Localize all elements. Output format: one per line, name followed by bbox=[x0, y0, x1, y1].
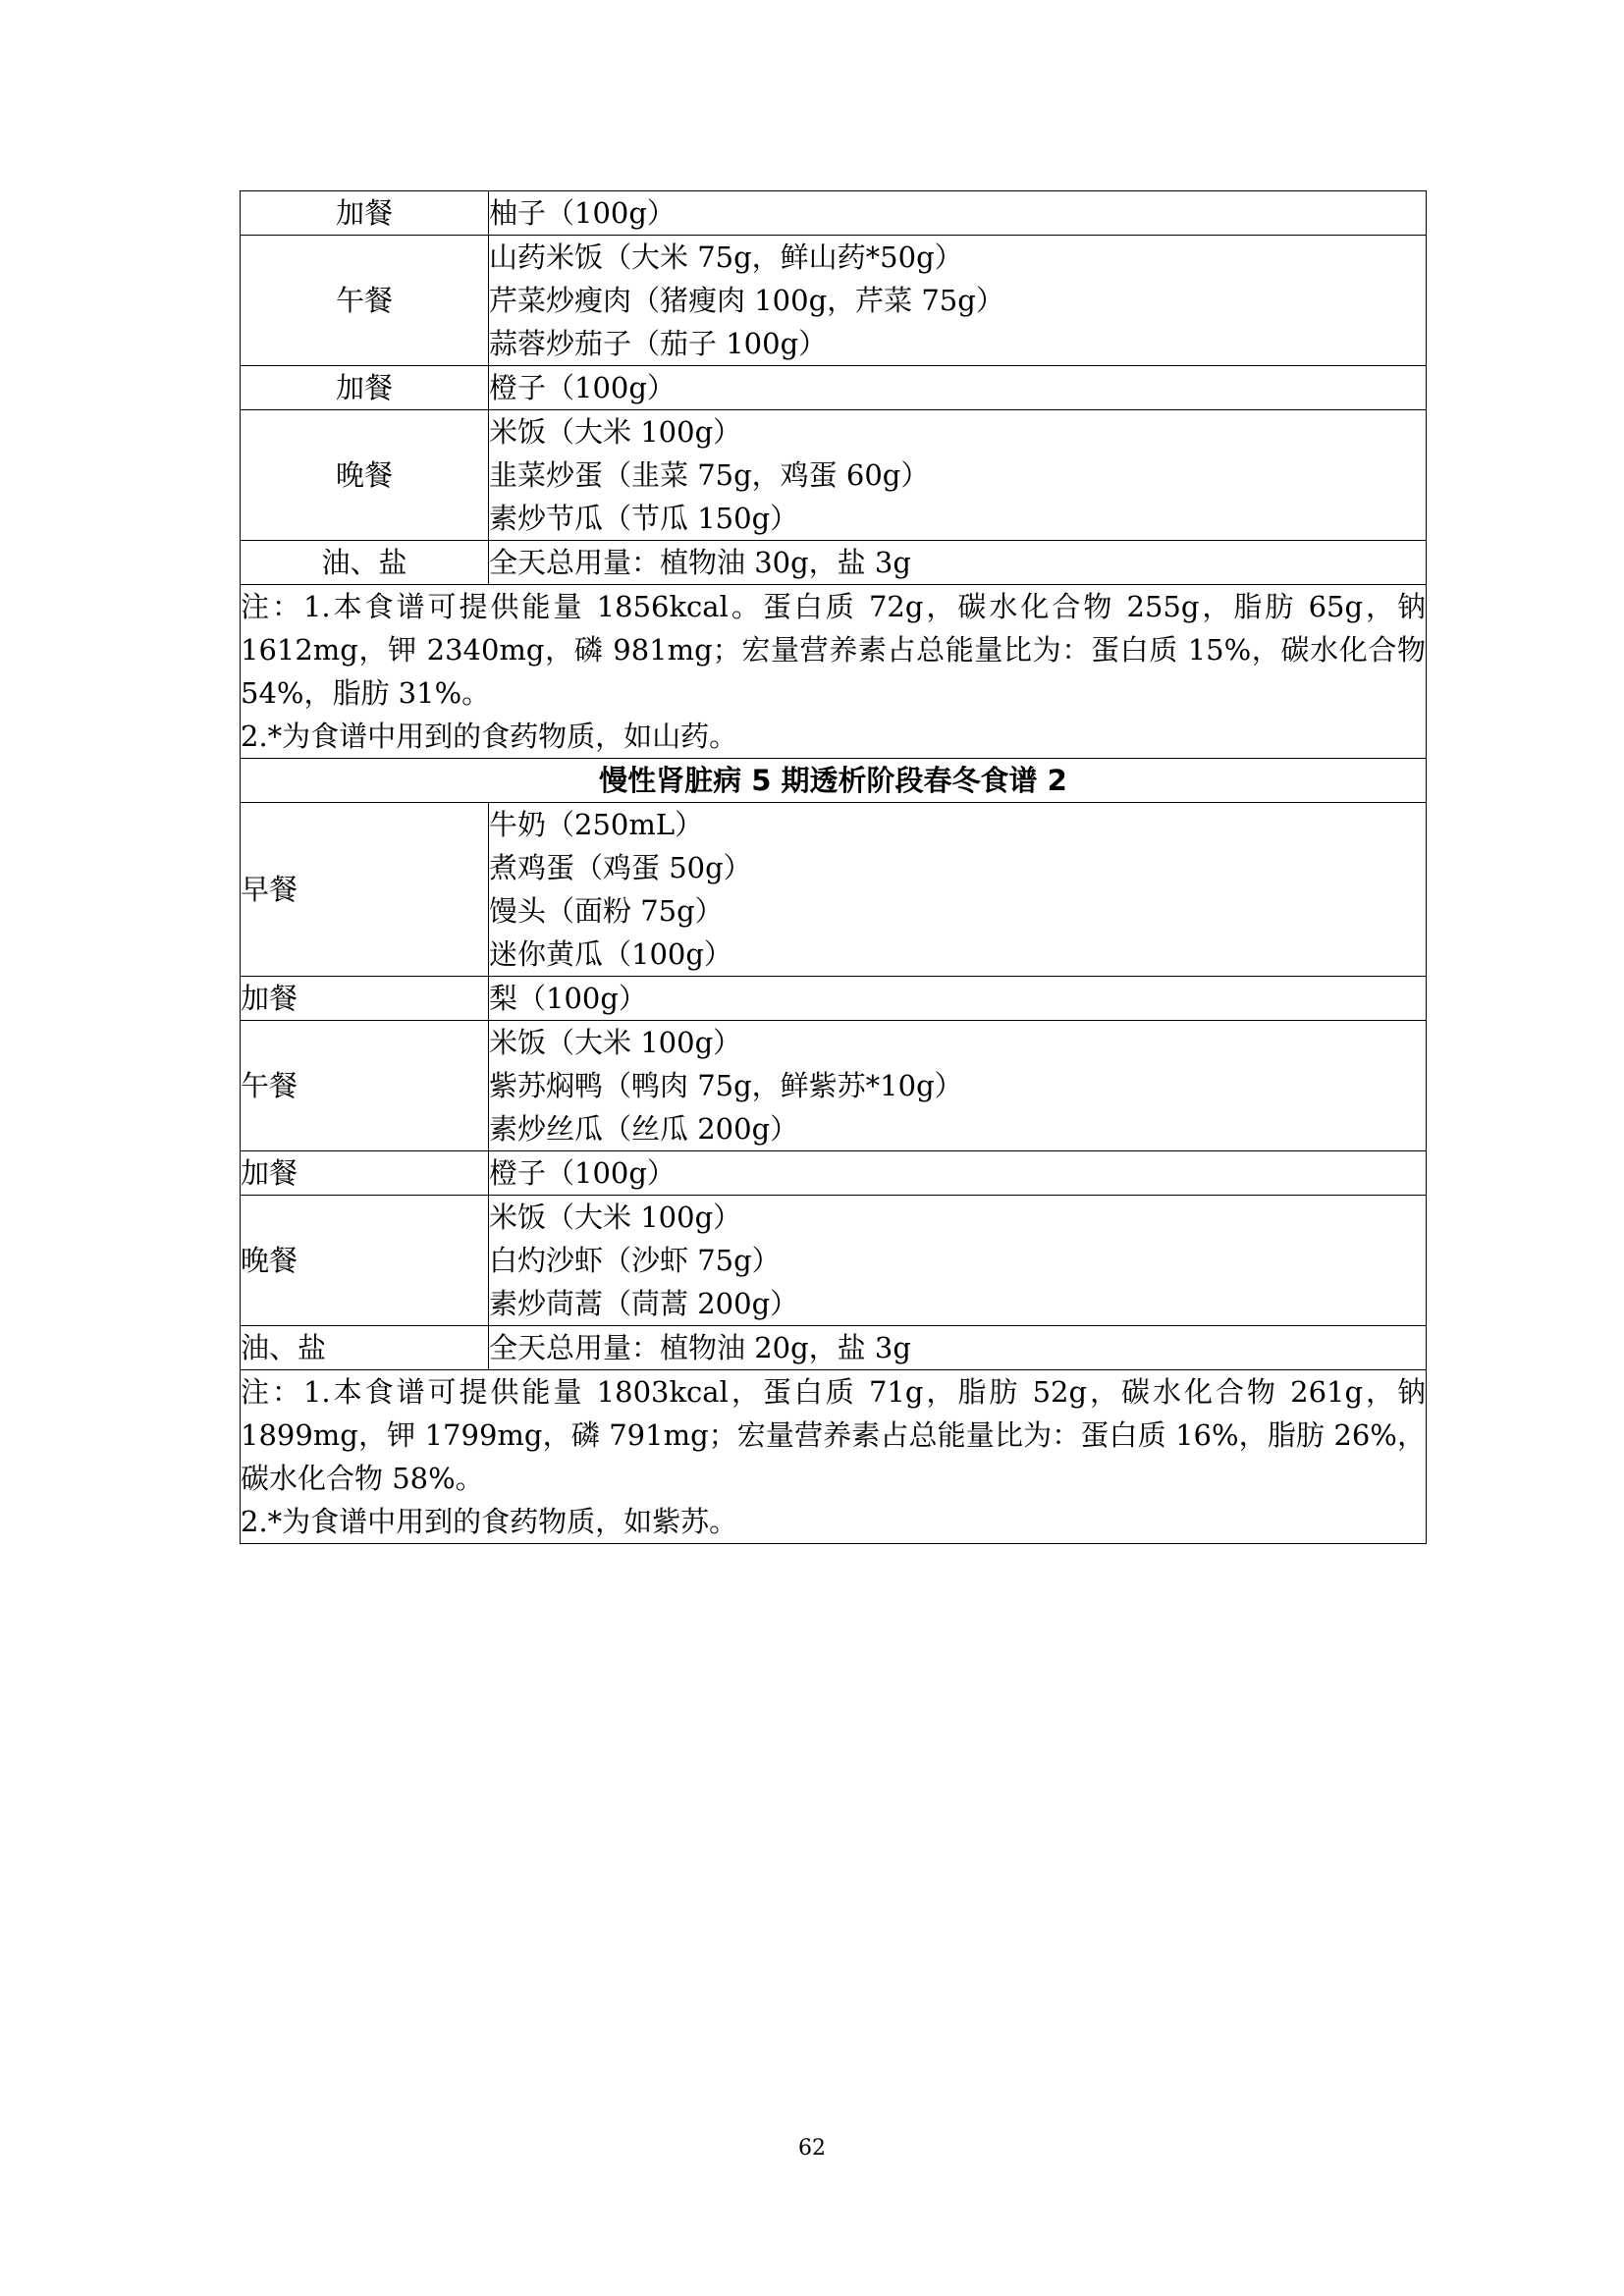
meal-items bbox=[489, 410, 1427, 541]
meal-items bbox=[489, 1021, 1427, 1151]
table-row bbox=[241, 1196, 1427, 1326]
table-row bbox=[241, 803, 1427, 977]
table-row bbox=[241, 191, 1427, 236]
table-row bbox=[241, 236, 1427, 366]
meal-label: 加餐 bbox=[241, 977, 489, 1021]
food-item: 白灼沙虾（沙虾 75g） bbox=[489, 1244, 781, 1277]
food-item: 米饭（大米 100g） bbox=[489, 415, 742, 449]
food-item: 橙子（100g） bbox=[489, 1156, 676, 1190]
meal-label: 午餐 bbox=[241, 1021, 489, 1151]
meal-items bbox=[489, 803, 1427, 977]
food-item: 素炒节瓜（节瓜 150g） bbox=[489, 502, 799, 535]
meal-label: 早餐 bbox=[241, 803, 489, 977]
meal-label: 加餐 bbox=[241, 366, 489, 410]
table-row bbox=[241, 366, 1427, 410]
meal-items bbox=[489, 191, 1427, 236]
meal-label: 油、盐 bbox=[241, 1326, 489, 1370]
food-item: 蒜蓉炒茄子（茄子 100g） bbox=[489, 327, 828, 360]
meal-items bbox=[489, 541, 1427, 585]
meal-label: 晚餐 bbox=[241, 410, 489, 541]
food-item: 牛奶（250mL） bbox=[489, 808, 704, 841]
table-row bbox=[241, 1326, 1427, 1370]
table-row bbox=[241, 410, 1427, 541]
table-row bbox=[241, 1151, 1427, 1196]
note-row bbox=[241, 585, 1427, 759]
food-item: 橙子（100g） bbox=[489, 371, 676, 404]
section-title: 慢性肾脏病 5 期透析阶段春冬食谱 2 bbox=[241, 759, 1427, 803]
food-item: 柚子（100g） bbox=[489, 196, 676, 230]
meal-items bbox=[489, 1326, 1427, 1370]
food-item: 全天总用量：植物油 30g，盐 3g bbox=[489, 546, 911, 579]
ingredient-note: 2.*为食谱中用到的食药物质，如山药。 bbox=[241, 720, 738, 753]
meal-label: 加餐 bbox=[241, 191, 489, 236]
note-cell bbox=[241, 1370, 1427, 1544]
meal-items bbox=[489, 1196, 1427, 1326]
meal-items bbox=[489, 366, 1427, 410]
food-item: 全天总用量：植物油 20g，盐 3g bbox=[489, 1331, 911, 1364]
note-row bbox=[241, 1370, 1427, 1544]
section-title-row bbox=[241, 759, 1427, 803]
meal-items bbox=[489, 1151, 1427, 1196]
meal-label: 加餐 bbox=[241, 1151, 489, 1196]
table-row bbox=[241, 1021, 1427, 1151]
food-item: 煮鸡蛋（鸡蛋 50g） bbox=[489, 851, 752, 884]
table-row bbox=[241, 977, 1427, 1021]
nutrition-note: 注：1.本食谱可提供能量 1803kcal，蛋白质 71g，脂肪 52g，碳水化合物 261g，钠 1899mg，钾 1799mg，磷 791mg；宏量营养素占总能量比为：蛋白质 16%，脂肪 26%，碳水化合物 58%。 bbox=[241, 1375, 1426, 1495]
meal-label: 午餐 bbox=[241, 236, 489, 366]
food-item: 芹菜炒瘦肉（猪瘦肉 100g，芹菜 75g） bbox=[489, 284, 1004, 317]
food-item: 馒头（面粉 75g） bbox=[489, 894, 724, 928]
food-item: 米饭（大米 100g） bbox=[489, 1201, 742, 1234]
food-item: 素炒丝瓜（丝瓜 200g） bbox=[489, 1112, 799, 1146]
menu-table bbox=[240, 190, 1427, 1544]
table-row bbox=[241, 541, 1427, 585]
food-item: 米饭（大米 100g） bbox=[489, 1026, 742, 1059]
page-number: 62 bbox=[798, 2136, 826, 2161]
meal-label: 晚餐 bbox=[241, 1196, 489, 1326]
food-item: 素炒茼蒿（茼蒿 200g） bbox=[489, 1287, 799, 1320]
food-item: 紫苏焖鸭（鸭肉 75g，鲜紫苏*10g） bbox=[489, 1069, 963, 1102]
ingredient-note: 2.*为食谱中用到的食药物质，如紫苏。 bbox=[241, 1505, 738, 1538]
food-item: 山药米饭（大米 75g，鲜山药*50g） bbox=[489, 240, 963, 274]
meal-label: 油、盐 bbox=[241, 541, 489, 585]
note-cell bbox=[241, 585, 1427, 759]
food-item: 梨（100g） bbox=[489, 982, 647, 1015]
nutrition-note: 注：1.本食谱可提供能量 1856kcal。蛋白质 72g，碳水化合物 255g，脂肪 65g，钠 1612mg，钾 2340mg，磷 981mg；宏量营养素占总能量比为：蛋白质 15%，碳水化合物 54%，脂肪 31%。 bbox=[241, 590, 1426, 710]
meal-items bbox=[489, 236, 1427, 366]
food-item: 迷你黄瓜（100g） bbox=[489, 937, 732, 971]
meal-items bbox=[489, 977, 1427, 1021]
food-item: 韭菜炒蛋（韭菜 75g，鸡蛋 60g） bbox=[489, 458, 930, 492]
